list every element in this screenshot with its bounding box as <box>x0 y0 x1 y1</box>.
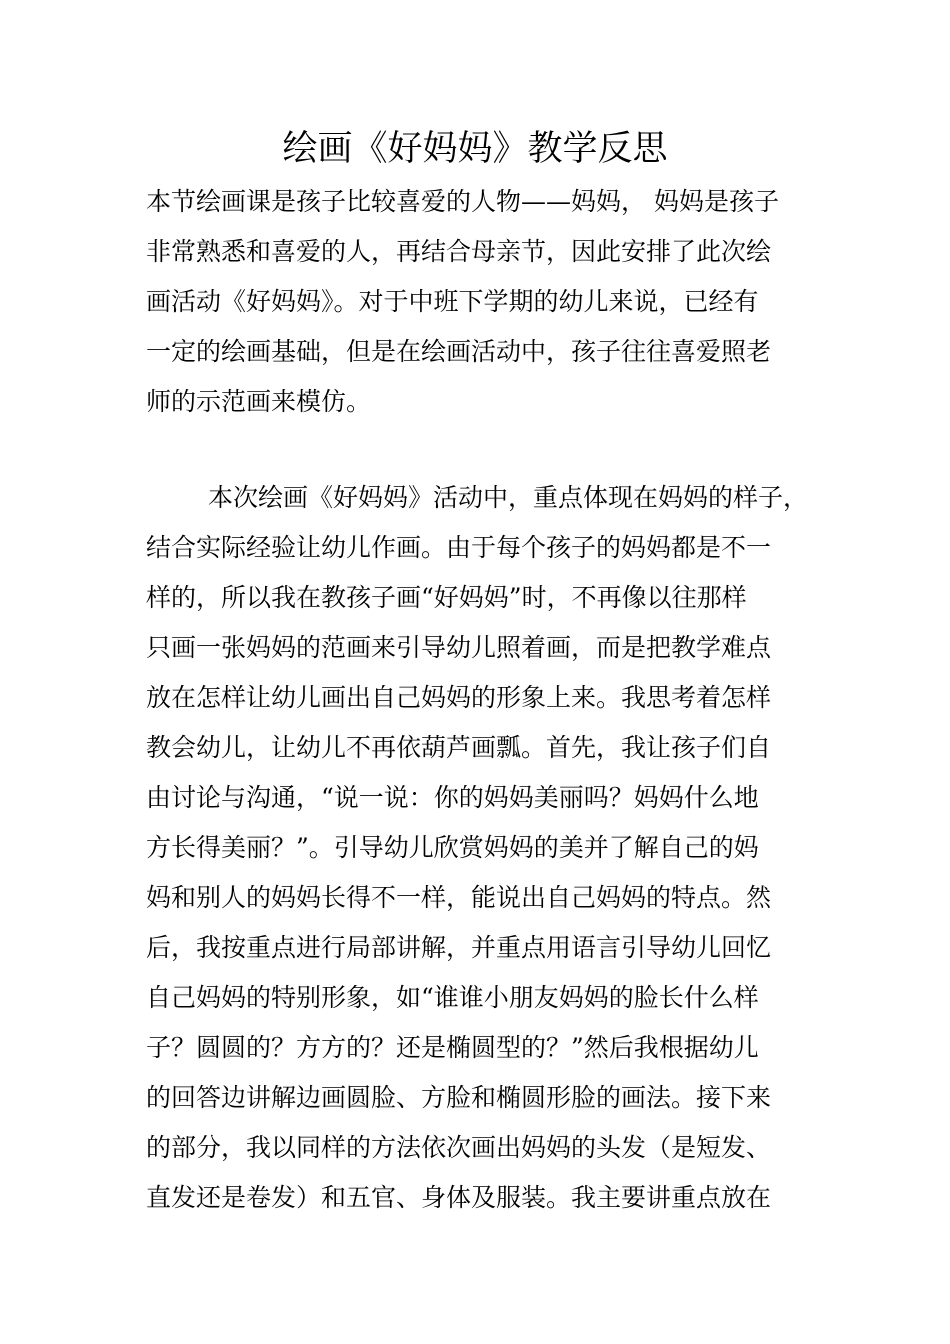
paragraph-line: 直发还是卷发）和五官、身体及服装。我主要讲重点放在 <box>146 1183 772 1212</box>
paragraph-line: 子？圆圆的？方方的？还是椭圆型的？”然后我根据幼儿 <box>146 1033 759 1062</box>
paragraph-line: 一定的绘画基础，但是在绘画活动中，孩子往往喜爱照老 <box>146 337 772 366</box>
paragraph-line: 的回答边讲解边画圆脸、方脸和椭圆形脸的画法。接下来 <box>146 1083 772 1112</box>
paragraph-line: 方长得美丽？”。引导幼儿欣赏妈妈的美并了解自己的妈 <box>146 833 759 862</box>
paragraph-line: 画活动《好妈妈》。对于中班下学期的幼儿来说，已经有 <box>146 287 759 316</box>
paragraph-1 <box>146 177 826 427</box>
paragraph-line: 妈和别人的妈妈长得不一样，能说出自己妈妈的特点。然 <box>146 883 772 912</box>
paragraph-line: 由讨论与沟通，“说一说：你的妈妈美丽吗？妈妈什么地 <box>146 783 759 812</box>
document-title: 绘画《好妈妈》教学反思 <box>282 129 668 169</box>
paragraph-line: 的部分，我以同样的方法依次画出妈妈的头发（是短发、 <box>146 1133 772 1162</box>
paragraph-line: 只画一张妈妈的范画来引导幼儿照着画，而是把教学难点 <box>146 633 772 662</box>
paragraph-line: 非常熟悉和喜爱的人，再结合母亲节，因此安排了此次绘 <box>146 237 772 266</box>
paragraph-line: 样的，所以我在教孩子画“好妈妈”时，不再像以往那样 <box>146 583 747 612</box>
paragraph-line: 放在怎样让幼儿画出自己妈妈的形象上来。我思考着怎样 <box>146 683 772 712</box>
paragraph-line: 后，我按重点进行局部讲解，并重点用语言引导幼儿回忆 <box>146 933 772 962</box>
paragraph-2 <box>146 473 826 1223</box>
paragraph-line: 教会幼儿，让幼儿不再依葫芦画瓢。首先，我让孩子们自 <box>146 733 772 762</box>
paragraph-line: 本次绘画《好妈妈》活动中，重点体现在妈妈的样子， <box>208 483 809 512</box>
paragraph-line: 结合实际经验让幼儿作画。由于每个孩子的妈妈都是不一 <box>146 533 772 562</box>
paragraph-line: 师的示范画来模仿。 <box>146 387 372 416</box>
paragraph-line: 自己妈妈的特别形象，如“谁谁小朋友妈妈的脸长什么样 <box>146 983 759 1012</box>
paragraph-line: 本节绘画课是孩子比较喜爱的人物——妈妈， 妈妈是孩子 <box>146 187 779 216</box>
